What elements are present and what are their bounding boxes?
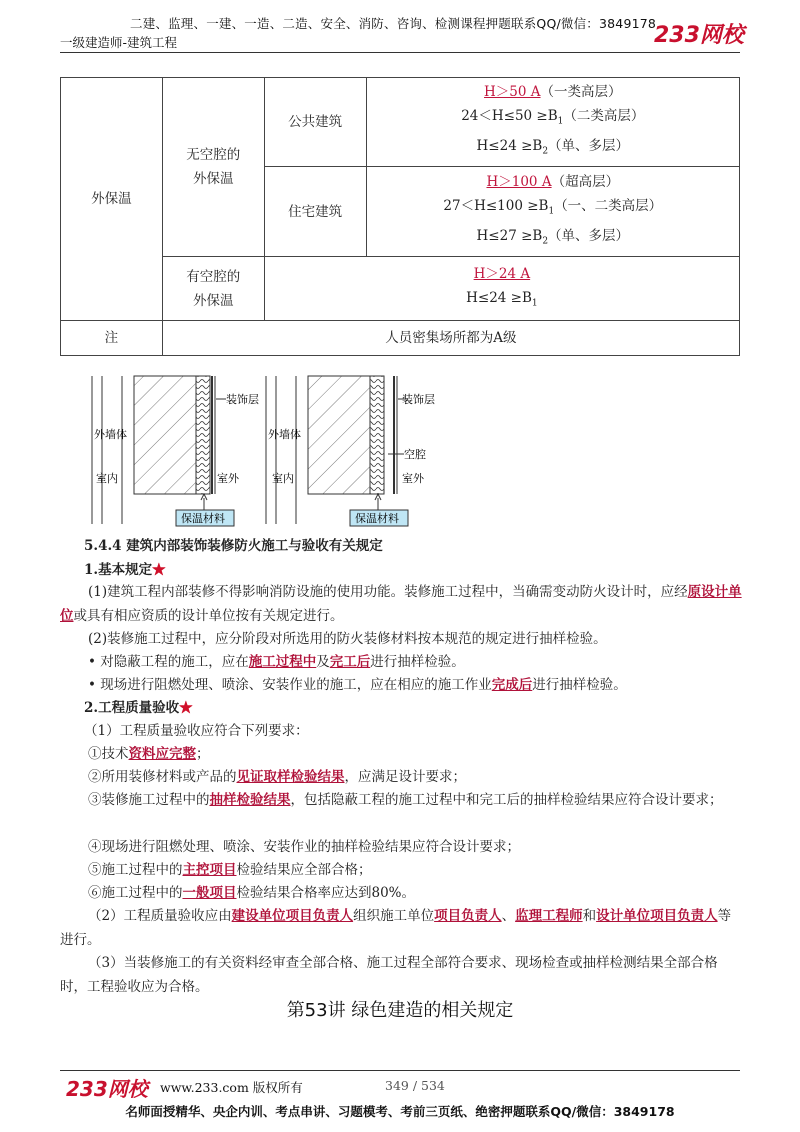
bullet-1: • 对隐蔽工程的施工，应在施工过程中及完工后进行抽样检验。: [88, 654, 465, 670]
para-1: (1)建筑工程内部装修不得影响消防设施的使用功能。装修施工过程中，当确需变动防火设计时，应经原设计单位或具有相应资质的设计单位按有关规定进行。: [60, 584, 742, 624]
header-divider: [60, 52, 740, 53]
cell-cavity-rules: H＞24 A $H\le 24 \ge B_1$: [264, 257, 739, 321]
label-insulation-right: 保温材料: [355, 512, 399, 525]
cell-with-cavity: 有空腔的外保温: [162, 257, 264, 321]
section-title: 5.4.4 建筑内部装饰装修防火施工与验收有关规定: [84, 538, 383, 554]
label-inside-right: 室内: [272, 472, 294, 485]
page-number: 349 / 534: [385, 1078, 445, 1093]
footer-site: www.233.com 版权所有: [160, 1080, 303, 1095]
insulation-diagram: [88, 372, 448, 528]
req-item-6: ⑥施工过程中的一般项目检验结果合格率应达到80%。: [88, 885, 416, 901]
req-item-2: ②所用装修材料或产品的见证取样检验结果，应满足设计要求；: [88, 769, 466, 785]
label-wall-left: 外墙体: [94, 428, 127, 441]
heading-basic-rules: 1.基本规定★: [84, 562, 166, 578]
req-intro: （1）工程质量验收应符合下列要求：: [84, 723, 309, 739]
label-inside-left: 室内: [96, 472, 118, 485]
diagram-with-cavity: [266, 376, 408, 526]
label-decor-right: 装饰层: [402, 393, 435, 406]
para-acceptance-organizer: （2）工程质量验收应由建设单位项目负责人组织施工单位项目负责人、监理工程师和设计单位项目负责人等进行。: [60, 908, 732, 948]
header-contact-line: 二建、监理、一建、一造、二造、安全、消防、咨询、检测课程押题联系QQ/微信：3849178: [130, 16, 657, 31]
header-subject: 一级建造师-建筑工程: [60, 35, 178, 50]
label-wall-right: 外墙体: [268, 428, 301, 441]
footer-divider: [60, 1070, 740, 1071]
footer-logo: 233网校: [66, 1077, 148, 1101]
cell-no-cavity: 无空腔的外保温: [162, 78, 264, 257]
req-item-5: ⑤施工过程中的主控项目检验结果应全部合格；: [88, 862, 372, 878]
label-cavity-right: 空腔: [404, 448, 426, 461]
heading-quality-acceptance: 2.工程质量验收★: [84, 700, 193, 716]
cell-note-label: 注: [61, 321, 163, 356]
diagram-no-cavity: [92, 376, 234, 526]
star-icon: ★: [152, 562, 166, 578]
footer-contact-line: 名师面授精华、央企内训、考点串讲、习题模考、考前三页纸、绝密押题联系QQ/微信：3849178: [125, 1104, 675, 1119]
insulation-table: [60, 77, 740, 356]
req-item-1: ①技术资料应完整；: [88, 746, 210, 762]
para-2: (2)装修施工过程中，应分阶段对所选用的防火装修材料按本规范的规定进行抽样检验。: [88, 631, 607, 647]
label-outside-left: 室外: [217, 472, 239, 485]
para-acceptance-pass: （3）当装修施工的有关资料经审查全部合格、施工过程全部符合要求、现场检查或抽样检测结果全部合格时，工程验收应为合格。: [60, 955, 718, 995]
lecture-title: 第53讲 绿色建造的相关规定: [286, 1000, 514, 1021]
label-decor-left: 装饰层: [226, 393, 259, 406]
bullet-2: • 现场进行阻燃处理、喷涂、安装作业的施工，应在相应的施工作业完成后进行抽样检验。: [88, 677, 627, 693]
cell-note-text: 人员密集场所都为A级: [162, 321, 739, 356]
cell-public-building: 公共建筑: [264, 78, 366, 167]
req-item-3: ③装修施工过程中的抽样检验结果，包括隐蔽工程的施工过程中和完工后的抽样检验结果应符合设计要求；: [88, 792, 723, 808]
cell-residential-building: 住宅建筑: [264, 167, 366, 257]
cell-residential-rules: H＞100 A（超高层） $27<H\le 100 \ge B_1$（一、二类高层） $H\le 27 \ge B_2$（单、多层）: [366, 167, 739, 257]
label-insulation-left: 保温材料: [181, 512, 225, 525]
header-logo: 233网校: [654, 23, 744, 48]
star-icon: ★: [179, 700, 193, 716]
cell-external-insulation: 外保温: [61, 78, 163, 321]
cell-public-rules: H＞50 A（一类高层） $24<H\le 50 \ge B_1$（二类高层） $H\le 24 \ge B_2$（单、多层）: [366, 78, 739, 167]
req-item-4: ④现场进行阻燃处理、喷涂、安装作业的抽样检验结果应符合设计要求；: [88, 839, 520, 855]
label-outside-right: 室外: [402, 472, 424, 485]
